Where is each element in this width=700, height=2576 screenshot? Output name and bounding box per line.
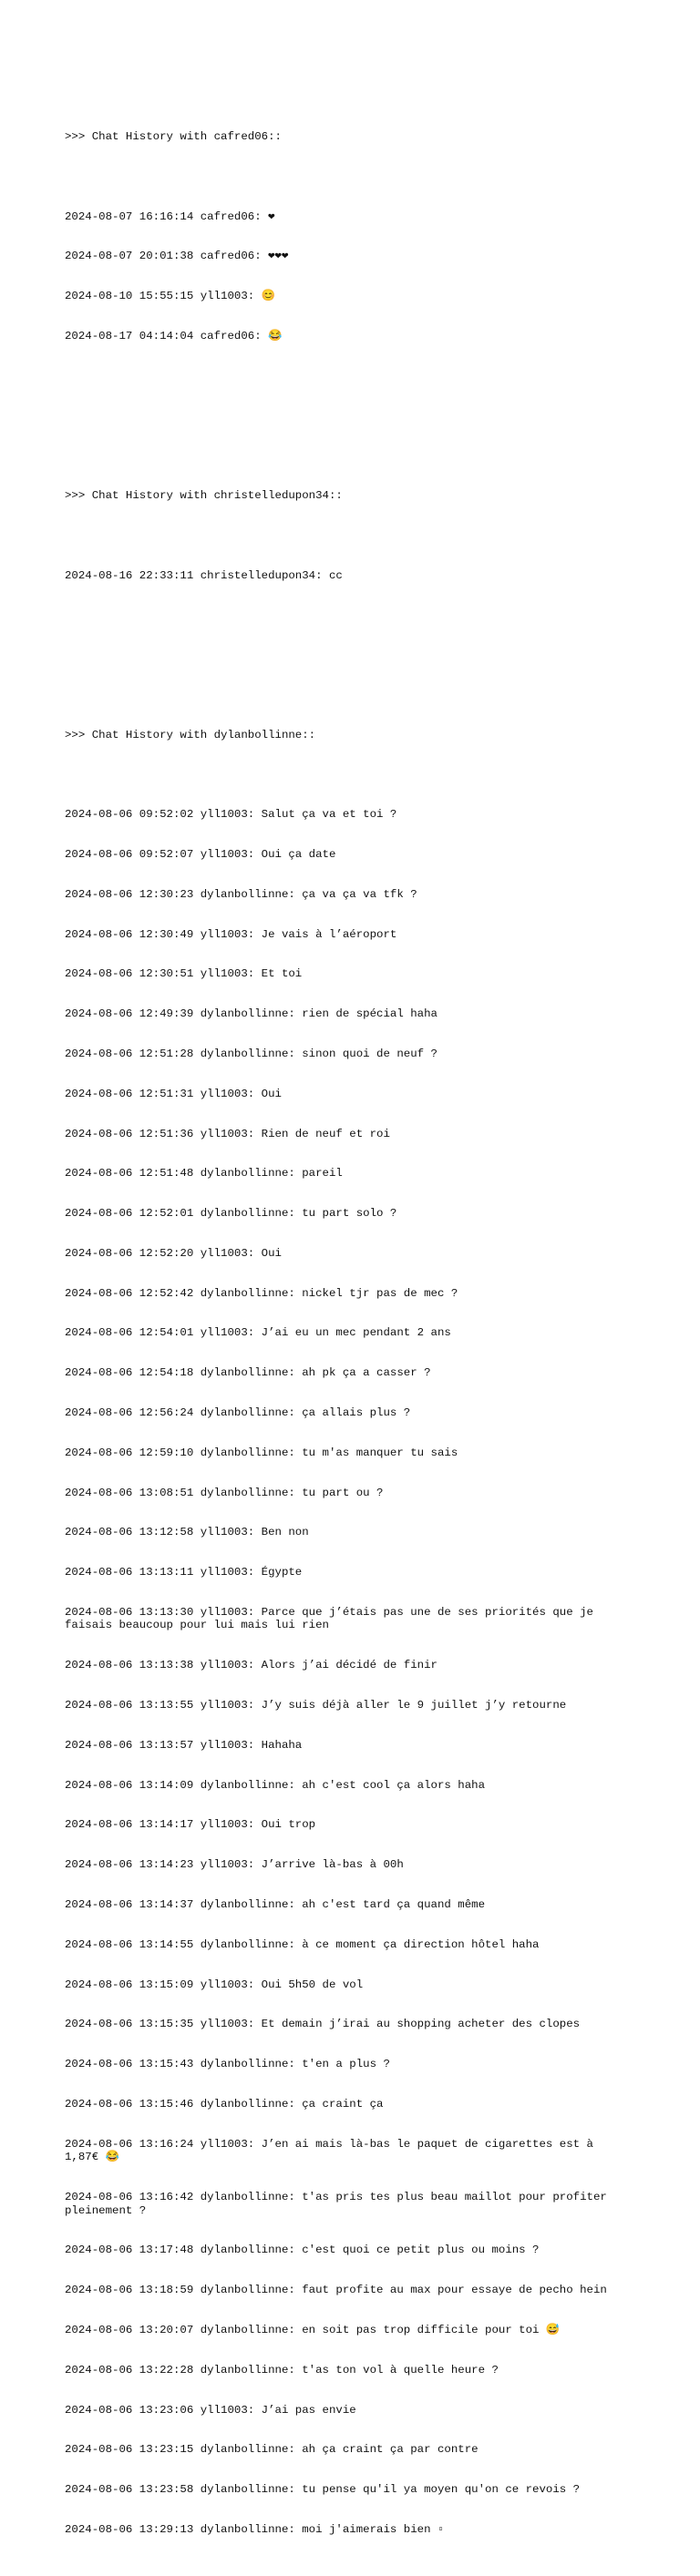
message-line: 2024-08-06 12:30:51 yll1003: Et toi [65, 967, 303, 981]
message-line: 2024-08-06 12:59:10 dylanbollinne: tu m'as manquer tu sais [65, 1446, 458, 1459]
message-line: 2024-08-06 13:17:48 dylanbollinne: c'est quoi ce petit plus ou moins ? [65, 2244, 540, 2257]
message-line: 2024-08-06 12:52:20 yll1003: Oui [65, 1246, 282, 1260]
message-line: 2024-08-06 13:13:38 yll1003: Alors j’ai décidé de finir [65, 1659, 438, 1672]
message-line: 2024-08-17 04:14:04 cafred06: 😂 [65, 329, 283, 342]
message-line: 2024-08-06 13:13:55 yll1003: J’y suis déjà aller le 9 juillet j’y retourne [65, 1699, 567, 1712]
message-line: 2024-08-06 13:14:55 dylanbollinne: à ce moment ça direction hôtel haha [65, 1937, 540, 1951]
message-line: 2024-08-10 15:55:15 yll1003: 😊 [65, 290, 276, 303]
message-line: 2024-08-06 13:14:17 yll1003: Oui trop [65, 1818, 316, 1832]
message-line: 2024-08-06 12:30:23 dylanbollinne: ça va ça va tfk ? [65, 887, 417, 901]
message-line: 2024-08-06 13:14:37 dylanbollinne: ah c'est tard ça quand même [65, 1897, 486, 1911]
message-line: 2024-08-06 13:13:30 yll1003: Parce que j’étais pas une de ses priorités que je faisais beaucoup pour lui mais lui rien [65, 1605, 601, 1632]
message-line: 2024-08-06 13:14:23 yll1003: J’arrive là-bas à 00h [65, 1858, 404, 1872]
message-line: 2024-08-06 13:15:43 dylanbollinne: t'en a plus ? [65, 2058, 390, 2071]
message-line: 2024-08-06 13:14:09 dylanbollinne: ah c'est cool ça alors haha [65, 1778, 486, 1792]
message-line: 2024-08-06 13:18:59 dylanbollinne: faut profite au max pour essaye de pecho hein [65, 2284, 607, 2297]
chat-history-document [65, 64, 630, 2576]
chat-section-dylanbollinne [65, 702, 630, 2563]
message-line: 2024-08-07 16:16:14 cafred06: ❤ [65, 210, 275, 223]
message-line: 2024-08-06 13:15:46 dylanbollinne: ça craint ça [65, 2097, 384, 2111]
spacer [65, 529, 630, 543]
message-line: 2024-08-06 12:56:24 dylanbollinne: ça allais plus ? [65, 1406, 411, 1419]
message-line: 2024-08-06 13:22:28 dylanbollinne: t'as ton vol à quelle heure ? [65, 2363, 499, 2377]
spacer [65, 396, 630, 410]
message-line: 2024-08-06 13:16:42 dylanbollinne: t'as pris tes plus beau maillot pour profiter pleinement ? [65, 2191, 614, 2217]
message-line: 2024-08-06 12:49:39 dylanbollinne: rien de spécial haha [65, 1007, 438, 1021]
message-line: 2024-08-06 13:20:07 dylanbollinne: en soit pas trop difficile pour toi 😅 [65, 2323, 561, 2336]
message-line: 2024-08-06 12:54:18 dylanbollinne: ah pk ça a casser ? [65, 1366, 431, 1380]
spacer [65, 170, 630, 184]
section-header: >>> Chat History with cafred06:: [65, 129, 282, 143]
message-line: 2024-08-06 12:51:36 yll1003: Rien de neuf et roi [65, 1127, 390, 1140]
message-line: 2024-08-06 12:51:48 dylanbollinne: pareil [65, 1167, 343, 1181]
section-header: >>> Chat History with dylanbollinne:: [65, 728, 316, 741]
spacer [65, 636, 630, 649]
message-line: 2024-08-06 13:13:57 yll1003: Hahaha [65, 1738, 303, 1752]
message-line: 2024-08-16 22:33:11 christelledupon34: cc [65, 568, 343, 582]
message-line: 2024-08-06 09:52:02 yll1003: Salut ça va et toi ? [65, 808, 397, 822]
message-line: 2024-08-06 12:52:42 dylanbollinne: nickel tjr pas de mec ? [65, 1286, 458, 1300]
message-line: 2024-08-06 13:13:11 yll1003: Égypte [65, 1566, 303, 1579]
chat-section-cafred06 [65, 104, 630, 370]
message-line: 2024-08-06 13:15:35 yll1003: Et demain j’irai au shopping acheter des clopes [65, 2018, 581, 2031]
message-line: 2024-08-06 13:23:15 dylanbollinne: ah ça craint ça par contre [65, 2443, 479, 2457]
message-line: 2024-08-06 09:52:07 yll1003: Oui ça date [65, 848, 336, 862]
message-line: 2024-08-06 13:23:06 yll1003: J’ai pas envie [65, 2403, 356, 2417]
chat-section-christelledupon34 [65, 463, 630, 609]
message-line: 2024-08-06 12:54:01 yll1003: J’ai eu un mec pendant 2 ans [65, 1326, 451, 1340]
message-line: 2024-08-06 12:52:01 dylanbollinne: tu part solo ? [65, 1207, 397, 1221]
message-line: 2024-08-06 13:12:58 yll1003: Ben non [65, 1526, 309, 1539]
message-line: 2024-08-06 12:30:49 yll1003: Je vais à l’aéroport [65, 927, 397, 941]
message-line: 2024-08-06 13:29:13 dylanbollinne: moi j'aimerais bien ▫ [65, 2522, 445, 2536]
message-line: 2024-08-06 12:51:28 dylanbollinne: sinon quoi de neuf ? [65, 1047, 438, 1060]
message-line: 2024-08-06 13:16:24 yll1003: J’en ai mais là-bas le paquet de cigarettes est à 1,87€ 😂 [65, 2137, 601, 2164]
spacer [65, 768, 630, 782]
message-line: 2024-08-07 20:01:38 cafred06: ❤❤❤ [65, 250, 289, 263]
message-line: 2024-08-06 13:15:09 yll1003: Oui 5h50 de vol [65, 1978, 364, 1991]
message-line: 2024-08-06 13:08:51 dylanbollinne: tu part ou ? [65, 1486, 384, 1499]
section-header: >>> Chat History with christelledupon34:: [65, 489, 343, 502]
message-line: 2024-08-06 12:51:31 yll1003: Oui [65, 1087, 282, 1100]
message-line: 2024-08-06 13:23:58 dylanbollinne: tu pense qu'il ya moyen qu'on ce revois ? [65, 2483, 581, 2497]
